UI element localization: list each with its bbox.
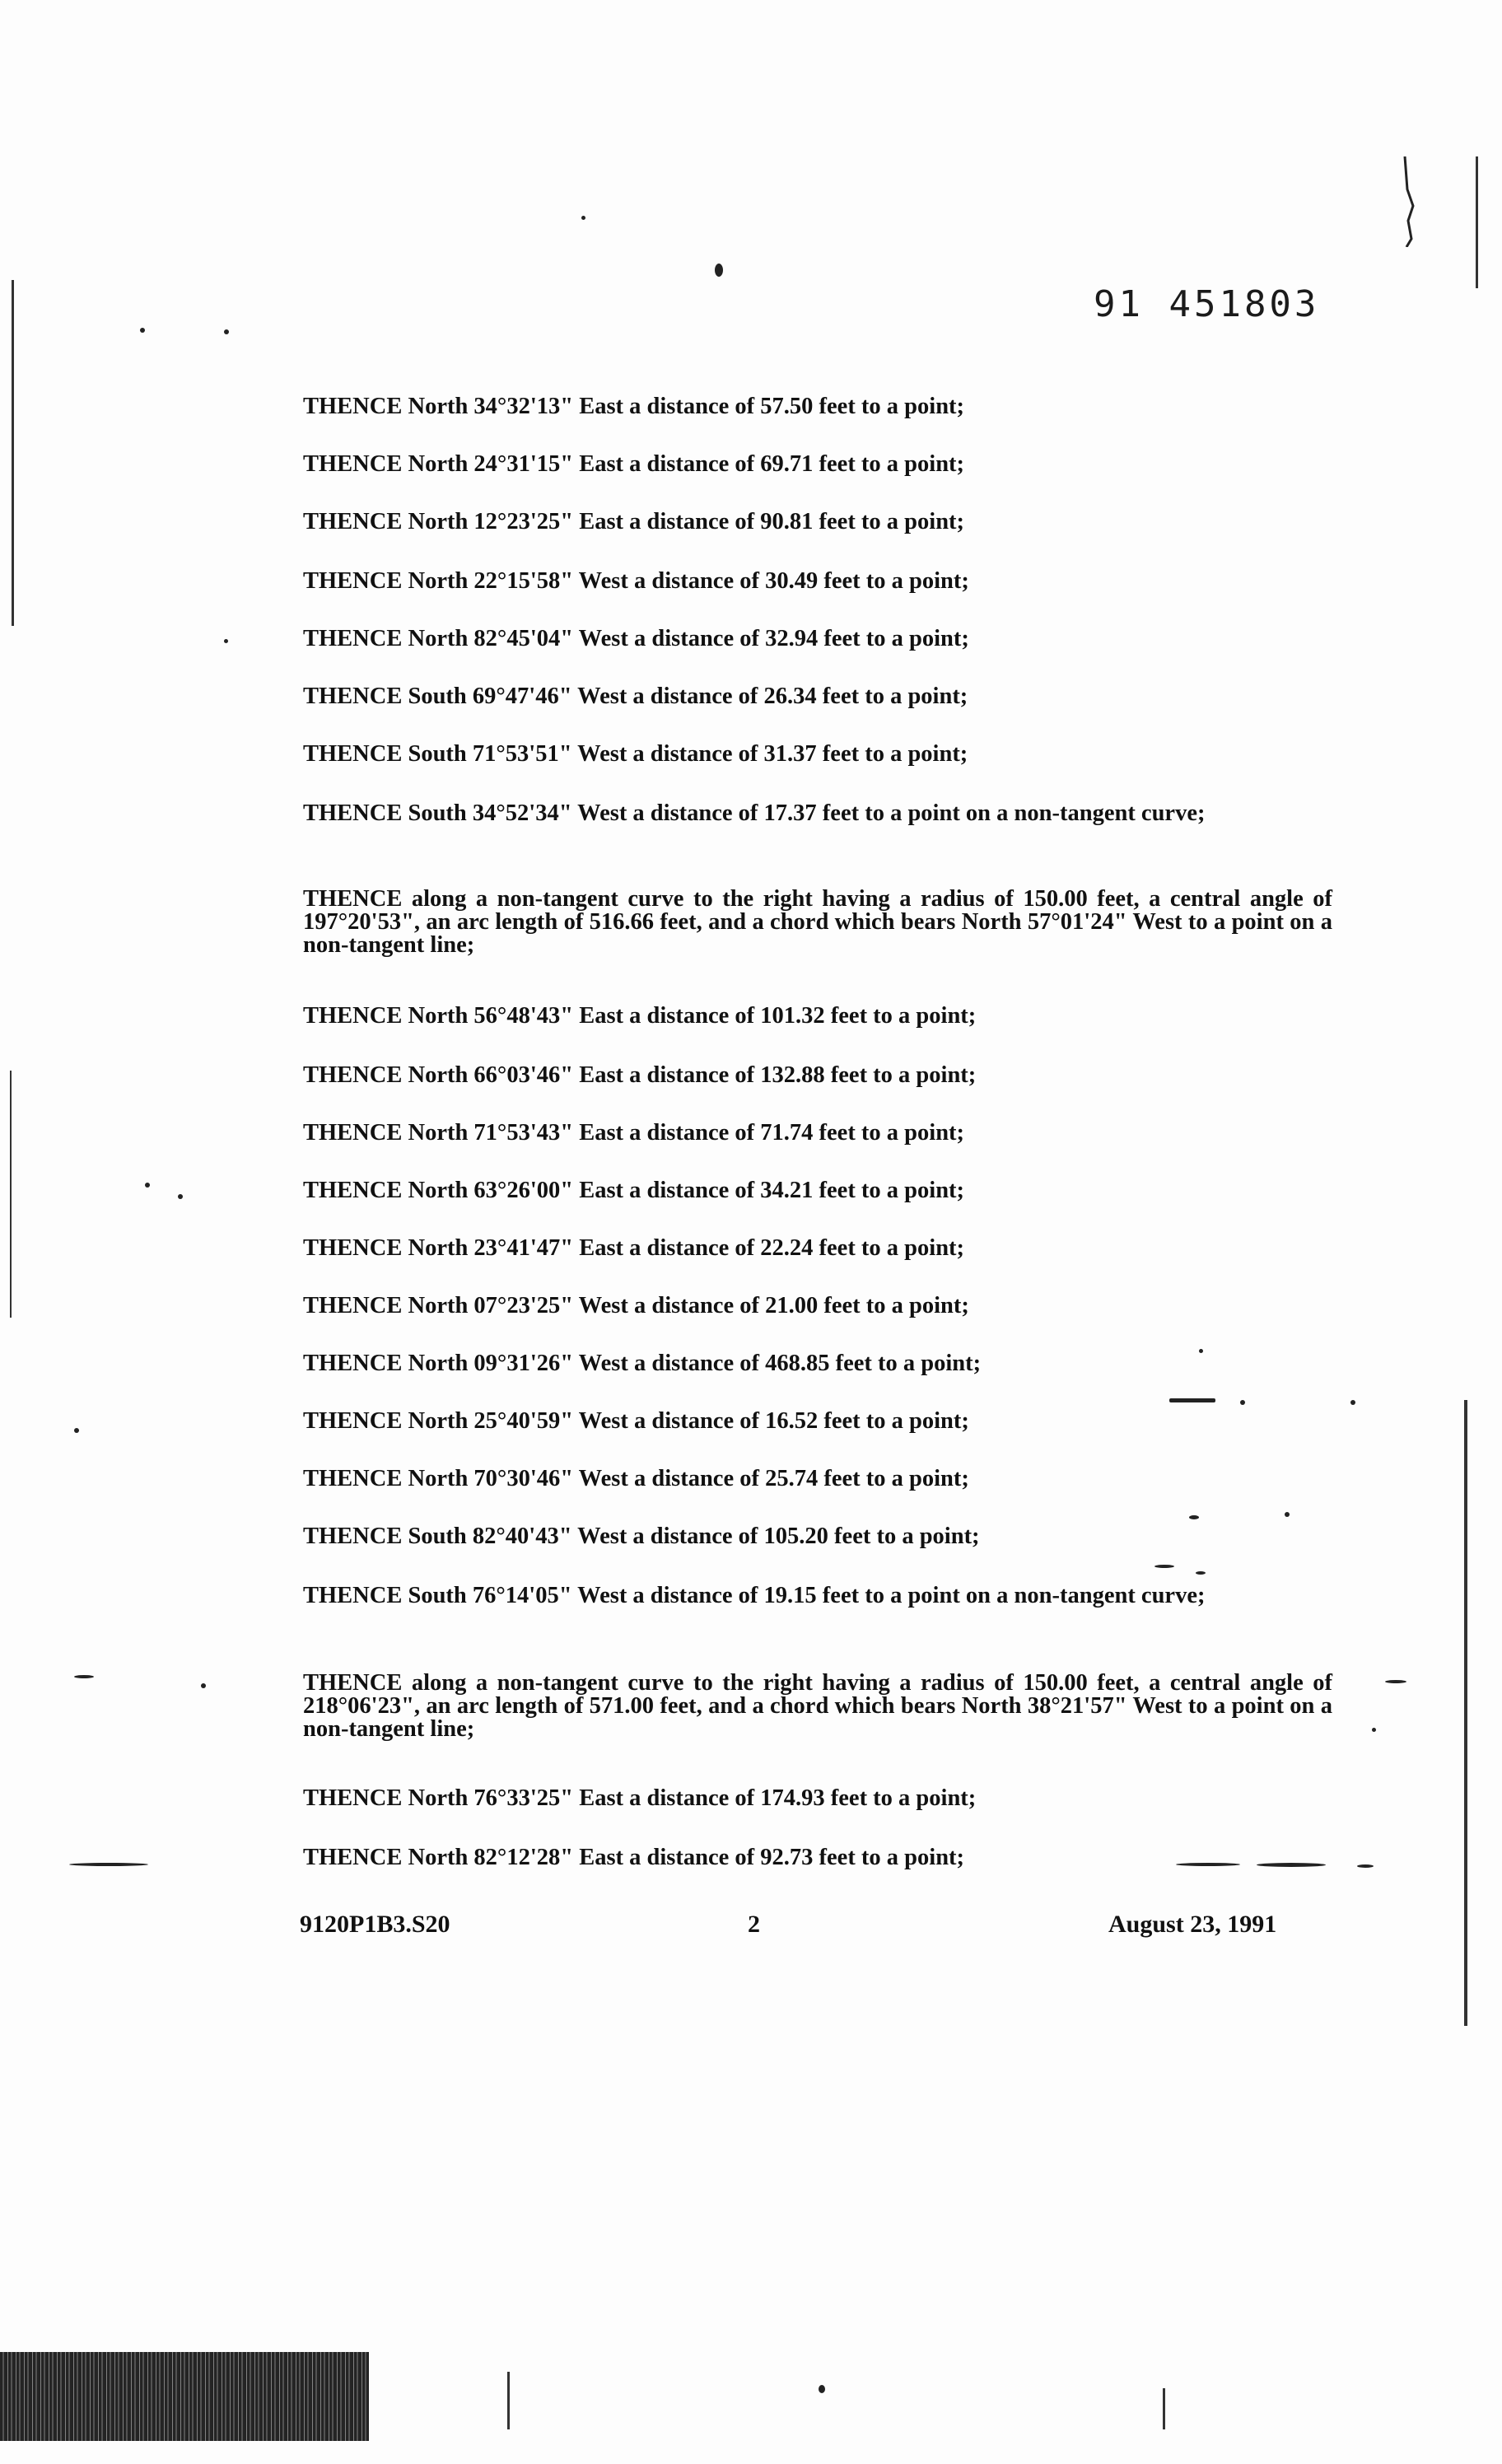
- scan-speck: [1357, 1864, 1374, 1868]
- scan-speck: [178, 1194, 183, 1199]
- scan-noise-block: [0, 2352, 369, 2441]
- scan-edge-line: [10, 1071, 12, 1318]
- call-line: THENCE North 25°40'59" West a distance of 16.52 feet to a point;: [303, 1408, 969, 1434]
- scan-edge-line: [12, 280, 14, 626]
- scan-speck: [224, 639, 228, 643]
- scan-speck: [581, 216, 585, 220]
- call-line: THENCE South 71°53'51" West a distance of 31.37 feet to a point;: [303, 741, 968, 767]
- scan-speck: [1169, 1398, 1215, 1402]
- call-line: THENCE North 66°03'46" East a distance of 132.88 feet to a point;: [303, 1062, 977, 1088]
- call-line: THENCE South 82°40'43" West a distance of 105.20 feet to a point;: [303, 1524, 980, 1549]
- footer-file-code: 9120P1B3.S20: [300, 1911, 450, 1938]
- call-line: THENCE North 56°48'43" East a distance of 101.32 feet to a point;: [303, 1003, 977, 1029]
- call-line: THENCE North 22°15'58" West a distance of 30.49 feet to a point;: [303, 568, 969, 594]
- scan-edge-line: [1476, 156, 1478, 288]
- document-number: 91 451803: [1094, 283, 1320, 325]
- call-line: THENCE North 82°12'28" East a distance of 92.73 feet to a point;: [303, 1845, 965, 1870]
- scan-speck: [201, 1683, 206, 1688]
- call-line: THENCE South 76°14'05" West a distance of 19.15 feet to a point on a non-tangent curve;: [303, 1583, 1206, 1608]
- footer-page-number: 2: [748, 1911, 760, 1938]
- footer-date: August 23, 1991: [1108, 1911, 1277, 1938]
- scan-speck: [140, 328, 145, 333]
- scan-speck: [819, 2385, 825, 2393]
- scan-speck: [1176, 1863, 1240, 1866]
- call-line: THENCE North 07°23'25" West a distance of 21.00 feet to a point;: [303, 1293, 969, 1318]
- call-line: THENCE North 09°31'26" West a distance of 468.85 feet to a point;: [303, 1351, 982, 1376]
- scan-edge-line: [507, 2372, 510, 2429]
- call-line: THENCE South 69°47'46" West a distance of 26.34 feet to a point;: [303, 684, 968, 709]
- scan-speck: [715, 264, 723, 277]
- scan-speck: [1196, 1571, 1206, 1575]
- curve-call: THENCE along a non-tangent curve to the right having a radius of 150.00 feet, a central angle of 197°20'53", an arc length of 516.66 feet, and a chord which bears North 57°01'24" West to a point on a non-tangent line;: [303, 886, 1332, 958]
- scan-speck: [1189, 1515, 1199, 1519]
- curve-call: THENCE along a non-tangent curve to the right having a radius of 150.00 feet, a central angle of 218°06'23", an arc length of 571.00 feet, and a chord which bears North 38°21'57" West to a point on a non-tangent line;: [303, 1670, 1332, 1742]
- call-line: THENCE North 76°33'25" East a distance of 174.93 feet to a point;: [303, 1785, 977, 1811]
- scan-speck: [1372, 1728, 1376, 1732]
- scan-edge-line: [1464, 1400, 1467, 2026]
- scan-speck: [1240, 1400, 1245, 1405]
- scan-speck: [74, 1428, 79, 1433]
- scan-speck: [1350, 1400, 1355, 1405]
- scan-speck: [1199, 1349, 1203, 1353]
- scan-corner-mark: [1400, 156, 1418, 247]
- call-line: THENCE North 70°30'46" West a distance of 25.74 feet to a point;: [303, 1466, 969, 1491]
- scan-speck: [224, 329, 229, 334]
- call-line: THENCE North 12°23'25" East a distance of 90.81 feet to a point;: [303, 509, 965, 534]
- call-line: THENCE North 63°26'00" East a distance of 34.21 feet to a point;: [303, 1178, 965, 1203]
- call-line: THENCE North 24°31'15" East a distance of 69.71 feet to a point;: [303, 451, 965, 477]
- scan-edge-line: [1163, 2388, 1165, 2429]
- call-line: THENCE North 71°53'43" East a distance of 71.74 feet to a point;: [303, 1120, 965, 1146]
- scan-speck: [1285, 1512, 1290, 1517]
- scan-speck: [69, 1863, 148, 1866]
- scan-speck: [1385, 1680, 1406, 1683]
- call-line: THENCE North 82°45'04" West a distance of 32.94 feet to a point;: [303, 626, 969, 651]
- call-line: THENCE North 23°41'47" East a distance of 22.24 feet to a point;: [303, 1235, 965, 1261]
- scan-speck: [1154, 1565, 1174, 1568]
- call-line: THENCE South 34°52'34" West a distance of 17.37 feet to a point on a non-tangent curve;: [303, 800, 1206, 826]
- scan-speck: [74, 1675, 94, 1678]
- scan-speck: [145, 1183, 150, 1188]
- call-line: THENCE North 34°32'13" East a distance of 57.50 feet to a point;: [303, 394, 965, 419]
- scan-speck: [1257, 1863, 1326, 1867]
